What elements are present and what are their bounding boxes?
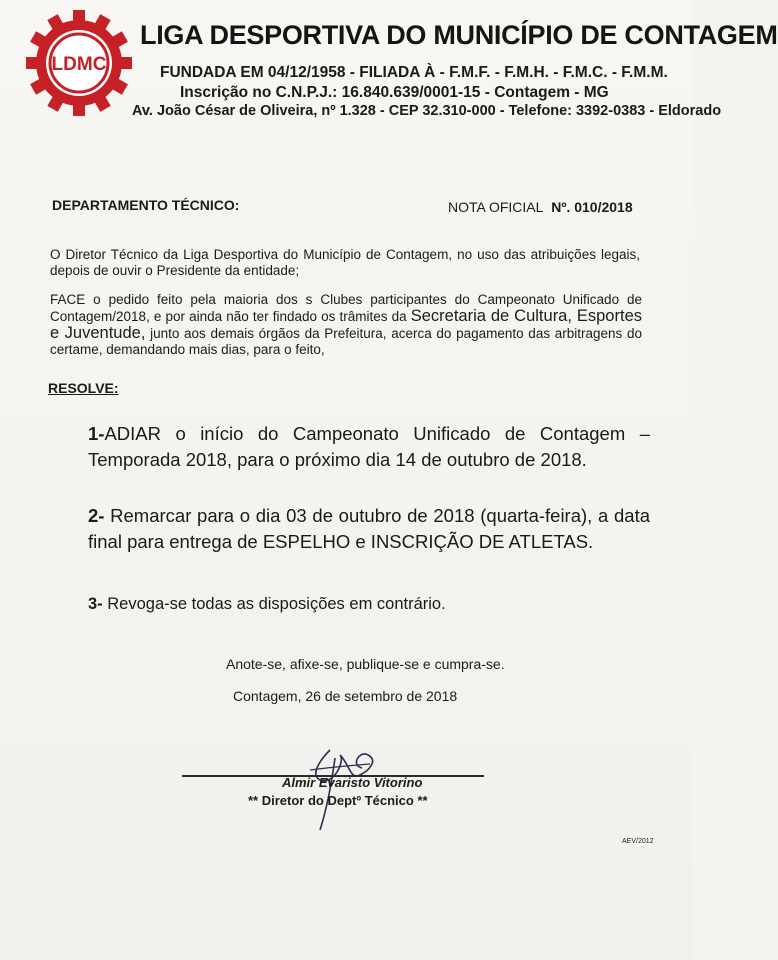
item-number: 2- — [88, 505, 105, 526]
nota-label: NOTA OFICIAL — [448, 199, 544, 215]
nota-oficial — [448, 199, 633, 215]
item-text: Remarcar para o dia 03 de outubro de 2018 (quarta-feira), a data final para entrega de ESPELHO e INSCRIÇÃO DE ATLETAS. — [88, 505, 650, 552]
organization-name: LIGA DESPORTIVA DO MUNICÍPIO DE CONTAGEM — [140, 20, 778, 50]
closing-statement: Anote-se, afixe-se, publique-se e cumpra-se. — [226, 656, 505, 672]
item-number: 1- — [88, 423, 105, 444]
item-text: ADIAR o início do Campeonato Unificado de Contagem – Temporada 2018, para o próximo dia 14 de outubro de 2018. — [88, 423, 650, 470]
paragraph-face — [50, 292, 642, 358]
resolution-item — [88, 591, 648, 617]
signer-name: Almir Evaristo Vitorino — [282, 775, 423, 790]
resolution-item — [88, 503, 650, 555]
header-foundation-line: FUNDADA EM 04/12/1958 - FILIADA À - F.M.F. - F.M.H. - F.M.C. - F.M.M. — [160, 64, 668, 81]
nota-number: Nº. 010/2018 — [551, 199, 633, 215]
header-cnpj-line: Inscrição no C.N.P.J.: 16.840.639/0001-15 - Contagem - MG — [180, 84, 609, 101]
department-label: DEPARTAMENTO TÉCNICO: — [52, 197, 240, 213]
paragraph-face-part1: FACE o pedido feito pela maioria dos s Clubes participantes do Campeonato Unificado de Contagem/2018, e por ainda não ter findado os trâmites da — [50, 292, 642, 324]
signer-title: ** Diretor do Deptº Técnico ** — [248, 793, 428, 808]
logo-text: LDMC — [51, 54, 107, 75]
item-text: Revoga-se todas as disposições em contrário. — [102, 595, 446, 613]
paragraph-face-part3: junto aos demais órgãos da Prefeitura, acerca do pagamento das arbitragens do certame, demandando mais dias, para o feito, — [50, 326, 642, 357]
reference-code: AEV/2012 — [622, 838, 654, 845]
document-date: Contagem, 26 de setembro de 2018 — [233, 688, 458, 704]
paragraph-face-secretaria: Secretaria de Cultura, Esportes e Juventude, — [50, 307, 642, 342]
item-number: 3- — [88, 595, 103, 613]
resolve-heading: RESOLVE: — [48, 380, 119, 396]
ldmc-gear-logo — [24, 8, 134, 118]
resolution-item — [88, 421, 650, 473]
header-address-line: Av. João César de Oliveira, nº 1.328 - CEP 32.310-000 - Telefone: 3392-0383 - Eldorado — [132, 103, 722, 119]
paragraph-intro: O Diretor Técnico da Liga Desportiva do Município de Contagem, no uso das atribuições legais, depois de ouvir o Presidente da entidade; — [50, 247, 640, 278]
